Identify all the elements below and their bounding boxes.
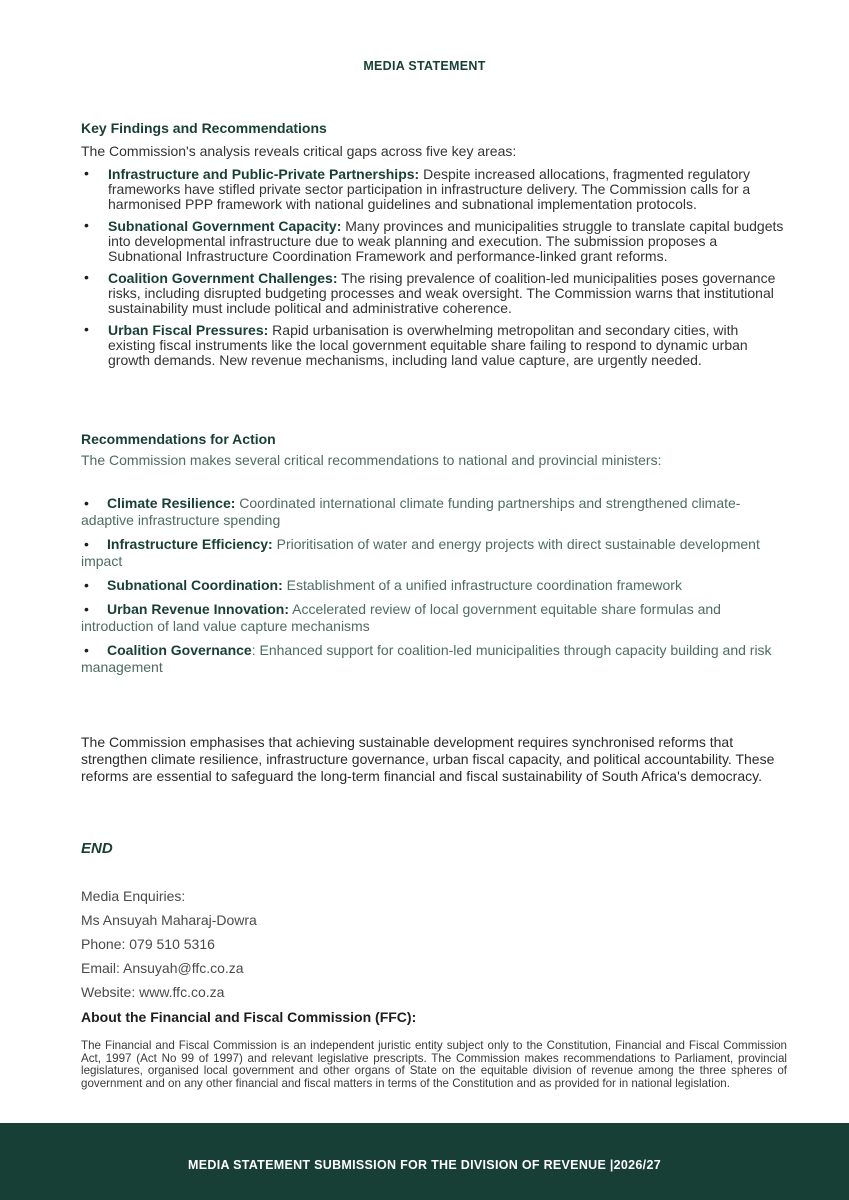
key-findings-section	[81, 120, 787, 375]
bullet-icon: •	[84, 165, 89, 181]
contact-website: Website: www.ffc.co.za	[81, 984, 225, 1000]
bullet-icon: •	[84, 321, 89, 337]
recommendations-intro: The Commission makes several critical recommendations to national and provincial ministers:	[81, 452, 662, 468]
finding-text: Rapid urbanisation is overwhelming metropolitan and secondary cities, with existing fiscal instruments like the local government equitable share failing to respond to dynamic urban growth demands. New revenue mechanisms, including land value capture, are urgently needed.	[108, 322, 748, 368]
about-text: The Financial and Fiscal Commission is an independent juristic entity subject only to the Constitution, Financial and Fiscal Commission Act, 1997 (Act No 99 of 1997) and relevant legislative prescripts. The Commission makes recommendations to Parliament, provincial legislatures, organised local government and other organs of State on the equitable division of revenue among the three spheres of government and on any other financial and fiscal matters in terms of the Constitution and as provided for in national legislation.	[81, 1039, 787, 1090]
recommendation-item	[81, 601, 787, 635]
bullet-icon: •	[84, 495, 89, 511]
bullet-icon: •	[84, 269, 89, 285]
contact-phone: Phone: 079 510 5316	[81, 936, 215, 952]
recommendation-term: Infrastructure Efficiency:	[107, 536, 273, 552]
recommendations-list	[81, 495, 787, 676]
contact-name: Ms Ansuyah Maharaj-Dowra	[81, 912, 257, 928]
recommendation-text: Accelerated review of local government equitable share formulas and introduction of land value capture mechanisms	[81, 601, 721, 634]
end-marker: END	[81, 840, 113, 857]
finding-item	[81, 219, 787, 264]
recommendation-term: Coalition Governance	[107, 642, 252, 658]
recommendation-text: Coordinated international climate funding partnerships and strengthened climate-adaptive infrastructure spending	[81, 495, 741, 528]
finding-item	[81, 167, 787, 212]
recommendation-item	[81, 495, 787, 529]
recommendation-text: Prioritisation of water and energy projects with direct sustainable development impact	[81, 536, 760, 569]
bullet-icon: •	[84, 536, 89, 552]
bullet-icon: •	[84, 577, 89, 593]
contact-email: Email: Ansuyah@ffc.co.za	[81, 960, 244, 976]
media-contact	[81, 884, 787, 1004]
media-enquiries-label: Media Enquiries:	[81, 888, 186, 904]
closing-paragraph: The Commission emphasises that achieving sustainable development requires synchronised reforms that strengthen climate resilience, infrastructure governance, urban fiscal capacity, and political accountability. These reforms are essential to safeguard the long-term financial and fiscal sustainability of South Africa's democracy.	[81, 734, 775, 784]
page-footer	[0, 1123, 849, 1200]
recommendations-section	[81, 431, 787, 683]
finding-term: Urban Fiscal Pressures:	[108, 322, 269, 338]
page-header-title: MEDIA STATEMENT	[363, 59, 486, 73]
finding-text: The rising prevalence of coalition-led municipalities poses governance risks, including disrupted budgeting processes and weak oversight. The Commission warns that institutional sustainability must include political and administrative coherence.	[108, 270, 776, 316]
recommendation-text: : Enhanced support for coalition-led municipalities through capacity building and risk management	[81, 642, 772, 675]
finding-text: Many provinces and municipalities struggle to translate capital budgets into developmental infrastructure due to weak planning and execution. The submission proposes a Subnational Infrastructure Coordination Framework and performance-linked grant reforms.	[108, 218, 784, 264]
key-findings-intro: The Commission's analysis reveals critical gaps across five key areas:	[81, 143, 517, 159]
finding-item	[81, 323, 787, 368]
recommendations-heading: Recommendations for Action	[81, 431, 276, 447]
finding-term: Infrastructure and Public-Private Partnerships:	[108, 166, 420, 182]
key-findings-list	[81, 167, 787, 368]
key-findings-heading: Key Findings and Recommendations	[81, 120, 327, 136]
finding-item	[81, 271, 787, 316]
finding-term: Coalition Government Challenges:	[108, 270, 338, 286]
bullet-icon: •	[84, 217, 89, 233]
recommendation-term: Climate Resilience:	[107, 495, 236, 511]
recommendation-item	[81, 642, 787, 676]
recommendation-term: Urban Revenue Innovation:	[107, 601, 290, 617]
recommendation-term: Subnational Coordination:	[107, 577, 283, 593]
finding-term: Subnational Government Capacity:	[108, 218, 342, 234]
recommendation-item	[81, 536, 787, 570]
finding-text: Despite increased allocations, fragmented regulatory frameworks have stifled private sector participation in infrastructure delivery. The Commission calls for a harmonised PPP framework with national guidelines and subnational implementation protocols.	[108, 166, 751, 212]
about-heading: About the Financial and Fiscal Commission (FFC):	[81, 1009, 417, 1025]
recommendation-text: Establishment of a unified infrastructure coordination framework	[282, 577, 682, 593]
about-section	[81, 1009, 787, 1090]
recommendation-item	[81, 577, 787, 594]
bullet-icon: •	[84, 601, 89, 617]
bullet-icon: •	[84, 642, 89, 658]
footer-text: MEDIA STATEMENT SUBMISSION FOR THE DIVISION OF REVENUE |2026/27	[188, 1158, 661, 1172]
